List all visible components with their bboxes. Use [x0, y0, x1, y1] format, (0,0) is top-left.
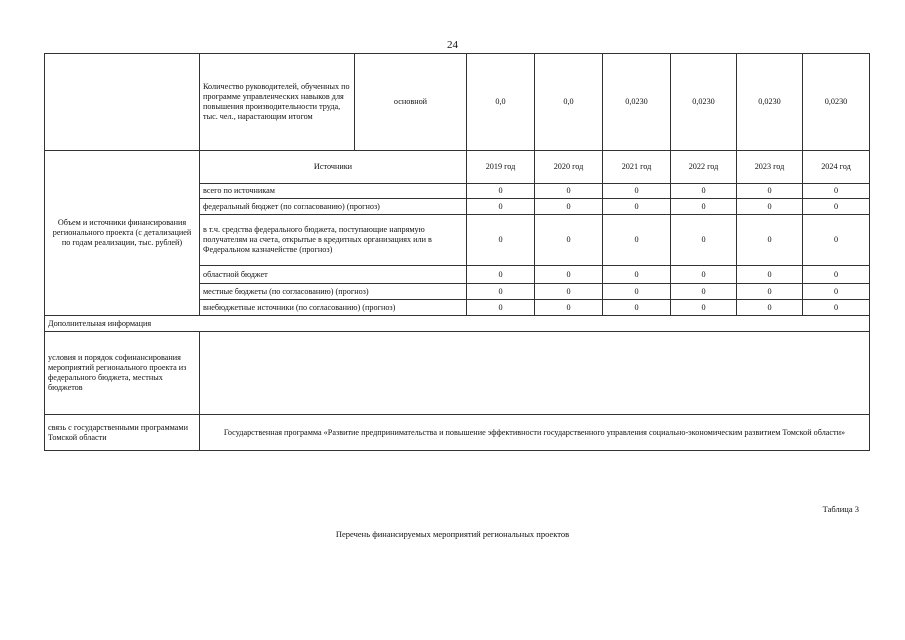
financing-header-row: [45, 151, 870, 184]
financing-value: 0: [671, 284, 737, 300]
year-header: 2020 год: [535, 151, 603, 184]
indicator-name: Количество руководителей, обученных по программе управленческих навыков для повышения производительности труда, тыс. чел., нарастающим итогом: [200, 54, 355, 151]
financing-value: 0: [737, 284, 803, 300]
list-title: Перечень финансируемых мероприятий региональных проектов: [335, 529, 570, 539]
financing-value: 0: [603, 266, 671, 284]
financing-value: 0: [535, 199, 603, 215]
additional-info-header-row: [45, 316, 870, 332]
conditions-value: [200, 332, 870, 415]
financing-value: 0: [467, 284, 535, 300]
financing-value: 0: [603, 300, 671, 316]
table-caption: Таблица 3: [822, 504, 859, 514]
financing-value: 0: [737, 184, 803, 199]
financing-value: 0: [467, 215, 535, 266]
conditions-label: условия и порядок софинансирования мероприятий регионального проекта из федерального бюджета, местных бюджетов: [45, 332, 200, 415]
financing-value: 0: [803, 184, 870, 199]
year-header: 2023 год: [737, 151, 803, 184]
financing-value: 0: [737, 300, 803, 316]
financing-value: 0: [671, 215, 737, 266]
financing-source-label: всего по источникам: [200, 184, 467, 199]
financing-value: 0: [603, 215, 671, 266]
financing-value: 0: [737, 266, 803, 284]
financing-value: 0: [467, 184, 535, 199]
year-header: 2021 год: [603, 151, 671, 184]
program-link-row: [45, 415, 870, 451]
page-number: 24: [447, 39, 458, 51]
indicator-value-2023: 0,0230: [737, 54, 803, 151]
financing-value: 0: [535, 184, 603, 199]
conditions-row: [45, 332, 870, 415]
financing-value: 0: [467, 199, 535, 215]
sources-header: Источники: [200, 151, 467, 184]
financing-value: 0: [603, 184, 671, 199]
financing-value: 0: [603, 284, 671, 300]
year-header: 2022 год: [671, 151, 737, 184]
financing-value: 0: [671, 266, 737, 284]
financing-source-label: в т.ч. средства федерального бюджета, поступающие напрямую получателям на счета, открытые в кредитных организациях или в Федеральном казначействе (прогноз): [200, 215, 467, 266]
program-link-value: Государственная программа «Развитие предпринимательства и повышение эффективности государственного управления социально-экономическим развитием Томской области»: [200, 415, 870, 451]
indicator-row: [45, 54, 870, 151]
financing-value: 0: [535, 284, 603, 300]
financing-value: 0: [467, 266, 535, 284]
indicator-type: основной: [355, 54, 467, 151]
financing-value: 0: [803, 199, 870, 215]
program-link-label: связь с государственными программами Томской области: [45, 415, 200, 451]
year-header: 2019 год: [467, 151, 535, 184]
financing-value: 0: [535, 215, 603, 266]
financing-value: 0: [535, 300, 603, 316]
financing-value: 0: [671, 184, 737, 199]
year-header: 2024 год: [803, 151, 870, 184]
financing-value: 0: [671, 199, 737, 215]
financing-value: 0: [535, 266, 603, 284]
financing-value: 0: [803, 266, 870, 284]
indicator-value-2019: 0,0: [467, 54, 535, 151]
indicator-value-2020: 0,0: [535, 54, 603, 151]
additional-info-header: Дополнительная информация: [45, 316, 870, 332]
financing-value: 0: [737, 199, 803, 215]
indicator-value-2022: 0,0230: [671, 54, 737, 151]
financing-value: 0: [467, 300, 535, 316]
financing-value: 0: [603, 199, 671, 215]
financing-value: 0: [803, 284, 870, 300]
financing-source-label: местные бюджеты (по согласованию) (прогноз): [200, 284, 467, 300]
financing-value: 0: [737, 215, 803, 266]
financing-section-label: Объем и источники финансирования регионального проекта (с детализацией по годам реализации, тыс. рублей): [45, 151, 200, 316]
project-table: [44, 53, 870, 451]
indicator-value-2021: 0,0230: [603, 54, 671, 151]
empty-cell: [45, 54, 200, 151]
financing-source-label: областной бюджет: [200, 266, 467, 284]
indicator-value-2024: 0,0230: [803, 54, 870, 151]
financing-source-label: внебюджетные источники (по согласованию) (прогноз): [200, 300, 467, 316]
financing-source-label: федеральный бюджет (по согласованию) (прогноз): [200, 199, 467, 215]
financing-value: 0: [803, 300, 870, 316]
financing-value: 0: [803, 215, 870, 266]
financing-value: 0: [671, 300, 737, 316]
